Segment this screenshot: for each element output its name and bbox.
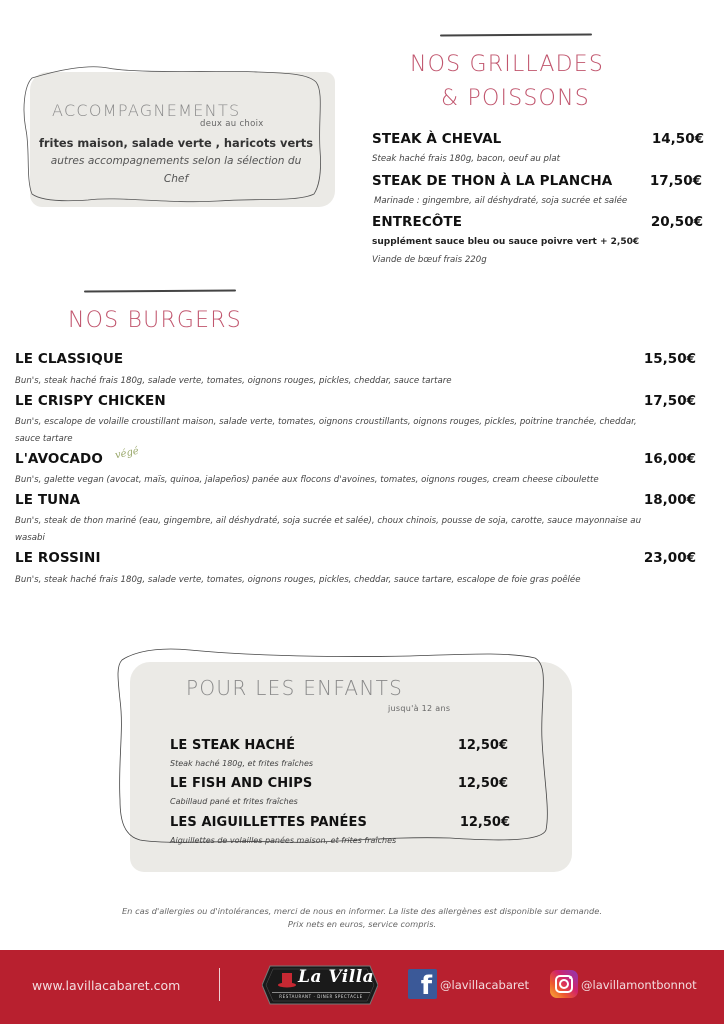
grillade-item-description: Steak haché frais 180g, bacon, oeuf au plat — [372, 154, 561, 164]
burger-item-price: 17,50€ — [643, 393, 696, 409]
burger-item-price: 15,50€ — [643, 351, 696, 367]
grillade-item-description: Viande de bœuf frais 220g — [372, 255, 487, 265]
section-divider — [440, 33, 592, 36]
burger-item-description: Bun's, steak haché frais 180g, salade verte, tomates, oignons rouges, pickles, cheddar, sauce tartare, escalope de foie gras poêlée — [15, 575, 581, 585]
accompagnements-subtitle: deux au choix — [200, 119, 264, 129]
grillades-title-line1: NOS GRILLADES — [410, 52, 605, 77]
allergy-notice: En cas d'allergies ou d'intolérances, merci de nous en informer. La liste des allergènes est disponible sur demande. — [121, 906, 603, 916]
burger-item-price: 18,00€ — [643, 492, 696, 508]
grillades-title-line2: & POISSONS — [441, 86, 590, 111]
accompagnements-note-1: autres accompagnements selon la sélection du — [50, 155, 302, 167]
instagram-icon[interactable] — [550, 970, 578, 998]
footer-divider — [219, 968, 220, 1001]
enfants-title: POUR LES ENFANTS — [186, 676, 404, 700]
facebook-icon[interactable]: f — [408, 969, 437, 999]
accompagnements-title: ACCOMPAGNEMENTS — [52, 101, 241, 120]
sketch-border — [18, 60, 328, 210]
logo-tagline: RESTAURANT · DINER SPECTACLE — [272, 992, 370, 999]
burger-item-name: LE ROSSINI — [15, 550, 101, 566]
burger-item-price: 23,00€ — [643, 550, 696, 566]
grillade-item-name: STEAK À CHEVAL — [372, 131, 502, 147]
kids-item-description: Cabillaud pané et frites fraîches — [170, 797, 298, 806]
grillade-item-extra: supplément sauce bleu ou sauce poivre vert + 2,50€ — [372, 237, 640, 247]
burgers-title: NOS BURGERS — [68, 308, 242, 333]
accompagnements-main: frites maison, salade verte , haricots verts — [38, 136, 314, 150]
burger-item-name: L'AVOCADO — [15, 451, 103, 467]
kids-item-name: LE FISH AND CHIPS — [170, 776, 313, 791]
top-hat-icon — [277, 972, 297, 990]
grillade-item-name: ENTRECÔTE — [372, 214, 463, 230]
facebook-handle[interactable]: @lavillacabaret — [440, 978, 529, 992]
website-link[interactable]: www.lavillacabaret.com — [32, 978, 181, 993]
burger-item-description: sauce tartare — [15, 434, 73, 444]
burger-item-name: LE TUNA — [15, 492, 81, 508]
grillade-item-price: 14,50€ — [651, 131, 704, 147]
accompagnements-note-2: Chef — [163, 173, 189, 185]
enfants-subtitle: jusqu'à 12 ans — [388, 704, 451, 713]
grillade-item-name: STEAK DE THON À LA PLANCHA — [372, 173, 613, 189]
grillade-item-description: Marinade : gingembre, ail déshydraté, soja sucrée et salée — [374, 196, 628, 206]
la-villa-logo — [262, 964, 378, 1006]
kids-item-price: 12,50€ — [459, 815, 510, 830]
logo-name: La Villa — [298, 967, 375, 987]
section-divider — [84, 289, 236, 292]
burger-item-name: LE CLASSIQUE — [15, 351, 124, 367]
kids-item-name: LE STEAK HACHÉ — [170, 738, 296, 753]
footer — [0, 950, 724, 1024]
grillade-item-price: 20,50€ — [650, 214, 703, 230]
instagram-handle[interactable]: @lavillamontbonnot — [581, 978, 697, 992]
kids-item-description: Steak haché 180g, et frites fraîches — [170, 759, 314, 768]
kids-item-price: 12,50€ — [457, 738, 508, 753]
burger-item-description: Bun's, galette vegan (avocat, maïs, quinoa, jalapeños) panée aux flocons d'avoines, tomates, oignons rouges, cream cheese ciboulette — [15, 475, 599, 485]
burger-item-description: Bun's, escalope de volaille croustillant maison, salade verte, tomates, oignons croustillants, oignons rouges, pickles, poitrine tranchée, cheddar, — [15, 417, 637, 427]
price-notice: Prix nets en euros, service compris. — [287, 919, 437, 929]
burger-item-description: Bun's, steak de thon mariné (eau, gingembre, ail déshydraté, soja sucrée et salée), choux chinois, pousse de soja, carotte, sauce mayonnaise au — [15, 516, 642, 526]
vege-badge: végé — [114, 445, 140, 462]
kids-item-description: Aiguillettes de volailles panées maison, et frites fraîches — [170, 836, 397, 845]
burger-item-description: wasabi — [15, 533, 45, 543]
kids-item-price: 12,50€ — [457, 776, 508, 791]
burger-item-name: LE CRISPY CHICKEN — [15, 393, 166, 409]
burger-item-description: Bun's, steak haché frais 180g, salade verte, tomates, oignons rouges, pickles, cheddar, sauce tartare — [15, 376, 452, 386]
burger-item-price: 16,00€ — [643, 451, 696, 467]
grillade-item-price: 17,50€ — [649, 173, 702, 189]
kids-item-name: LES AIGUILLETTES PANÉES — [170, 815, 367, 830]
